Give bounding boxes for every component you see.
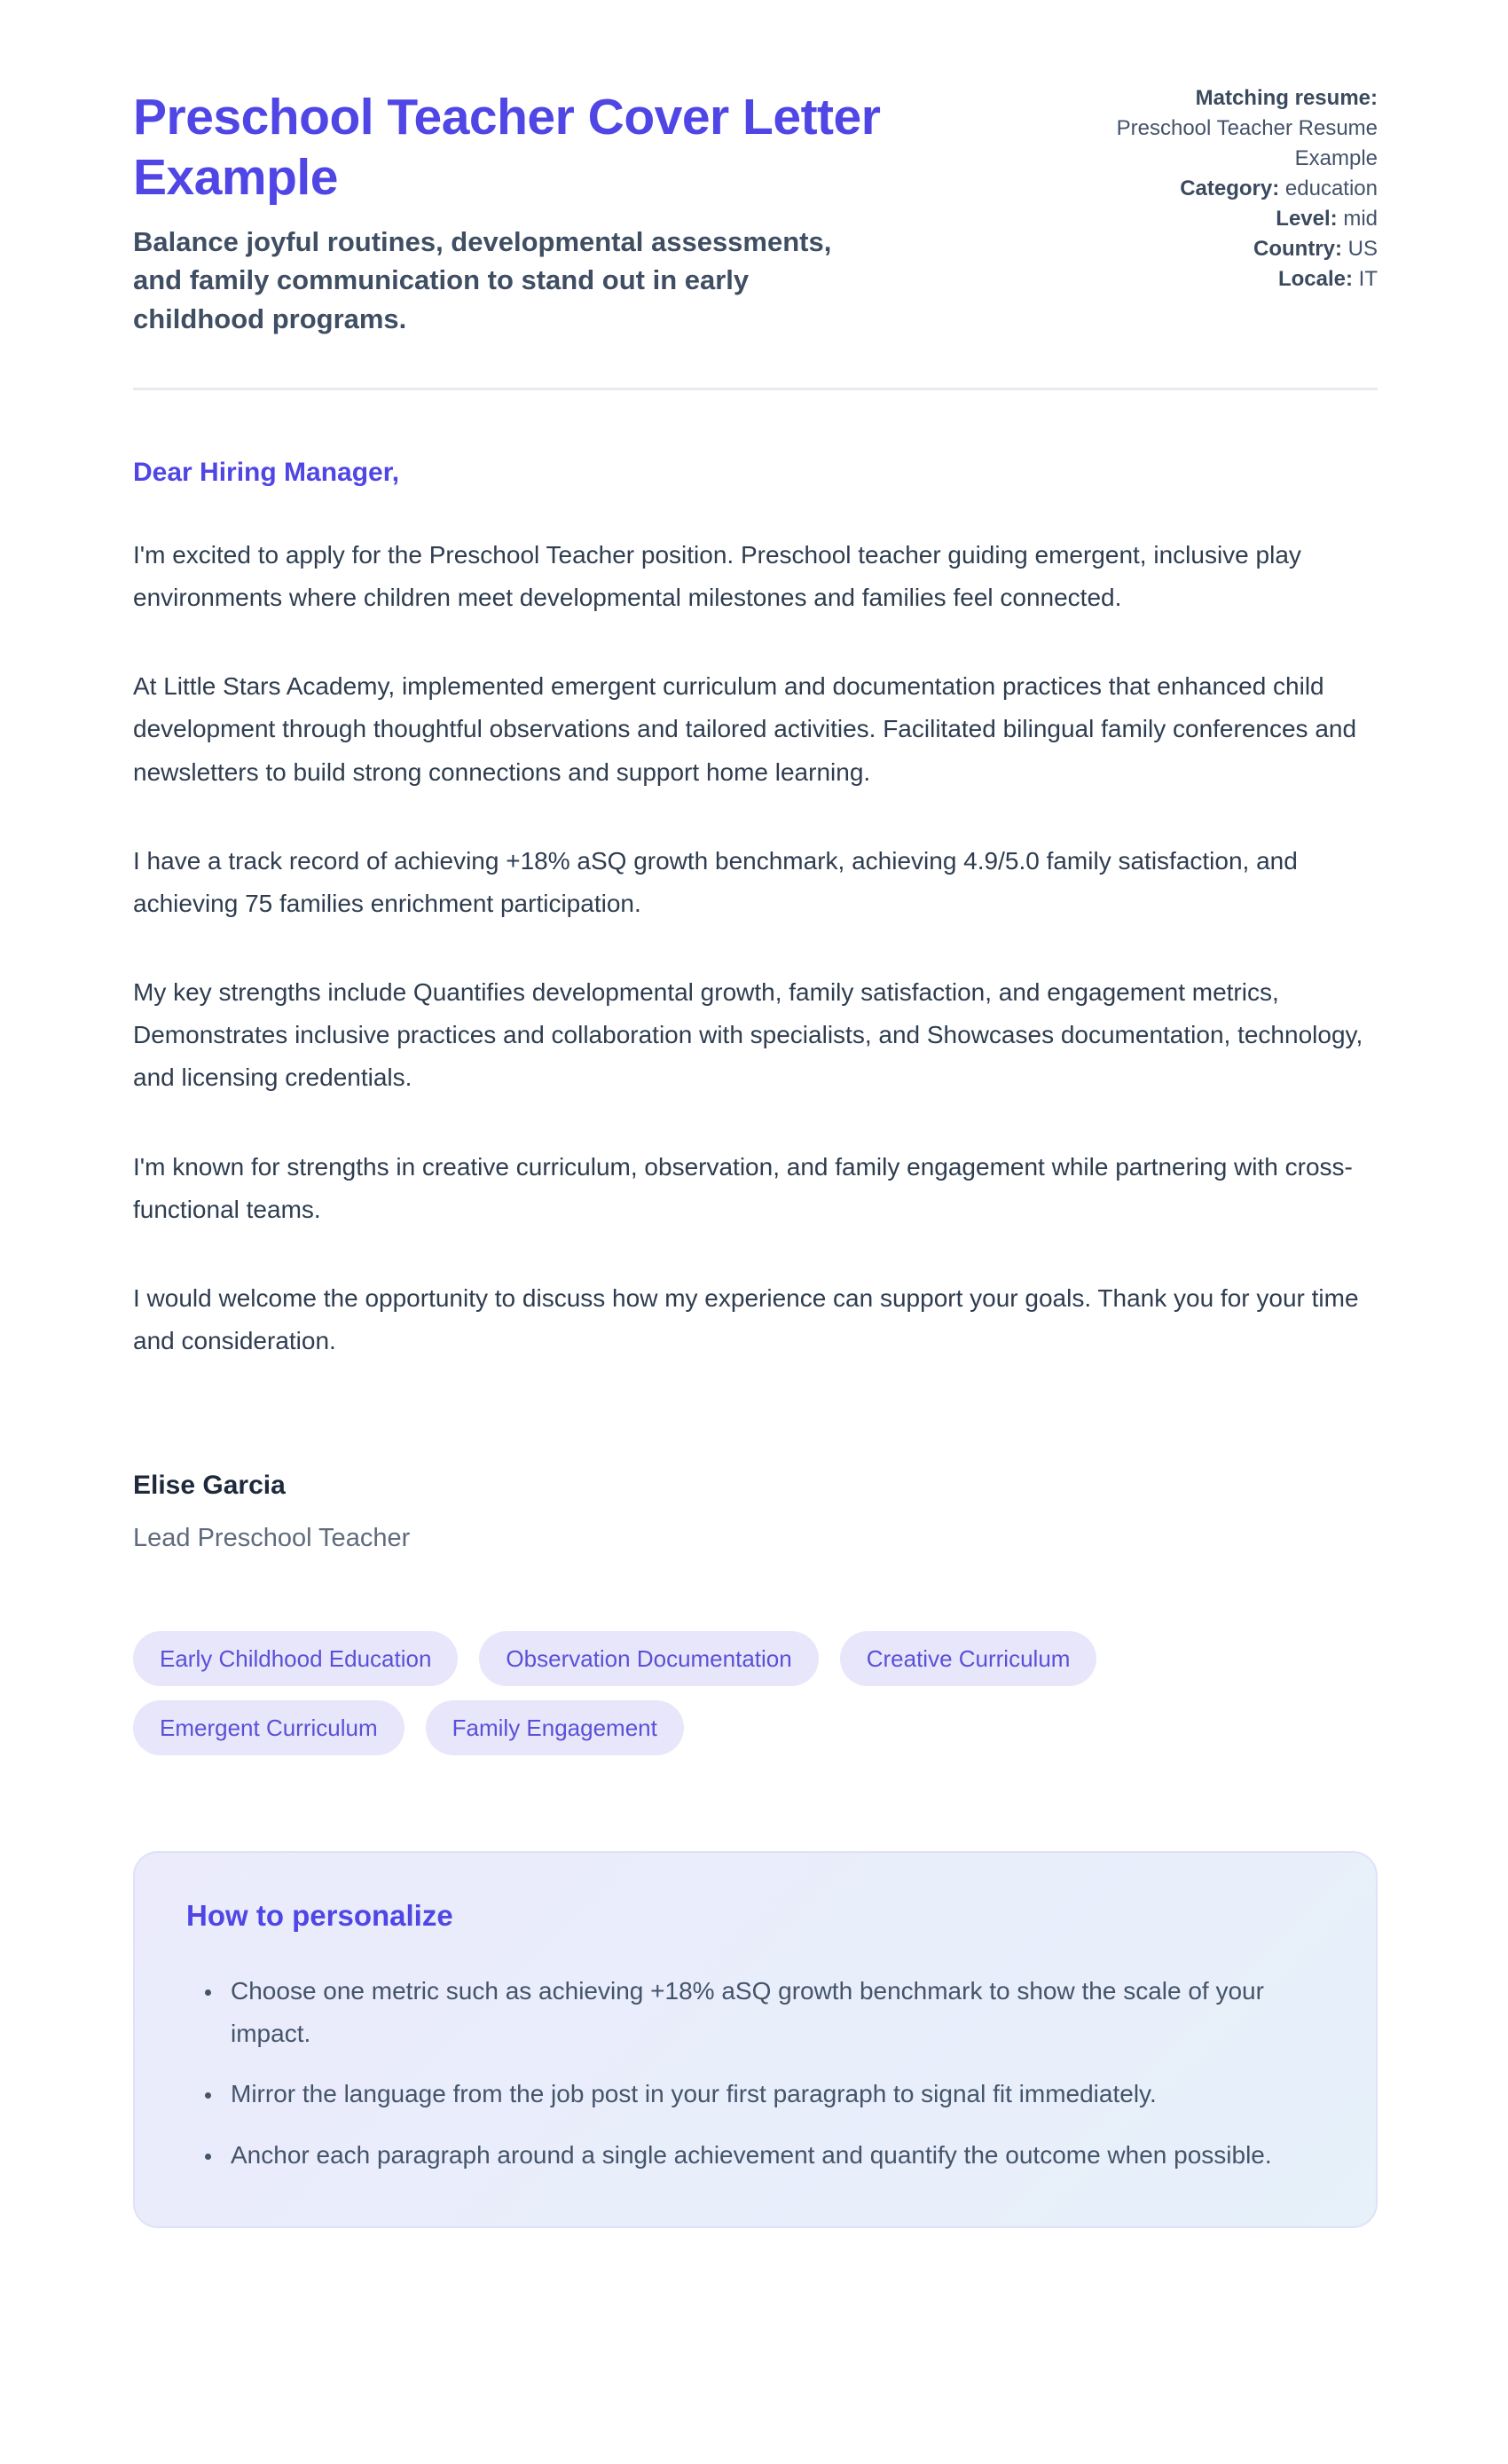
- greeting: Dear Hiring Manager,: [133, 457, 400, 487]
- letter-paragraph: My key strengths include Quantifies developmental growth, family satisfaction, and engagement metrics, Demonstrates inclusive practices and collaboration with specialists, and Showcases documentation, technology, and licensing credentials.: [133, 978, 1363, 1092]
- personalize-item: • Anchor each paragraph around a single achievement and quantify the outcome when possible.: [224, 2134, 1323, 2177]
- personalize-item: • Choose one metric such as achieving +18% aSQ growth benchmark to show the scale of your impact.: [224, 1970, 1323, 2055]
- signature-name: Elise Garcia: [133, 1471, 286, 1501]
- letter-paragraph: I'm known for strengths in creative curriculum, observation, and family engagement while partnering with cross-functional teams.: [133, 1152, 1353, 1223]
- letter-paragraph: At Little Stars Academy, implemented emergent curriculum and documentation practices that enhanced child development through thoughtful observations and tailored activities. Facilitated bilingual family conferences and newsletters to build strong connections and support home learning.: [133, 672, 1357, 786]
- page-title: Preschool Teacher Cover Letter Example: [133, 89, 881, 207]
- tag-list: [133, 1631, 1378, 1755]
- personalize-list: [186, 1970, 1323, 2177]
- letter-paragraph: I'm excited to apply for the Preschool Teacher position. Preschool teacher guiding emergent, inclusive play environments where children meet developmental milestones and families feel connected.: [133, 540, 1301, 612]
- header-title-block: [133, 76, 1029, 338]
- personalize-heading: How to personalize: [186, 1899, 453, 1933]
- tag-chip[interactable]: Early Childhood Education: [133, 1631, 458, 1686]
- meta-matching-resume-label: Matching resume:: [1195, 86, 1378, 110]
- personalize-item: • Mirror the language from the job post in your first paragraph to signal fit immediately.: [224, 2073, 1323, 2115]
- meta-country-label: Country:: [1253, 237, 1342, 262]
- header: [133, 76, 1378, 338]
- meta-level-value: mid: [1343, 207, 1378, 231]
- meta-locale: [1085, 264, 1378, 294]
- personalize-box: [133, 1851, 1378, 2228]
- cover-letter-body: [133, 458, 1378, 1553]
- meta-locale-label: Locale:: [1277, 267, 1353, 292]
- meta-locale-value: IT: [1358, 267, 1378, 292]
- meta-category: [1085, 174, 1378, 204]
- tag-chip[interactable]: Observation Documentation: [479, 1631, 818, 1686]
- meta-level-label: Level:: [1276, 207, 1338, 231]
- header-divider: [133, 388, 1378, 390]
- page-subtitle: Balance joyful routines, developmental assessments, and family communication to stand out in early childhood programs.: [133, 225, 832, 334]
- meta-matching-resume: [1085, 83, 1378, 174]
- meta-country-value: US: [1347, 237, 1378, 262]
- meta-category-value: education: [1284, 177, 1378, 201]
- meta-country: [1085, 234, 1378, 264]
- tag-chip[interactable]: Family Engagement: [426, 1700, 684, 1755]
- meta-matching-resume-value: Preschool Teacher Resume Example: [1116, 116, 1378, 171]
- tag-chip[interactable]: Emergent Curriculum: [133, 1700, 404, 1755]
- resume-meta: [1085, 83, 1378, 295]
- letter-paragraph: I would welcome the opportunity to discuss how my experience can support your goals. Thank you for your time and consideration.: [133, 1283, 1359, 1354]
- meta-category-label: Category:: [1180, 177, 1280, 201]
- meta-level: [1085, 204, 1378, 234]
- signature-title: Lead Preschool Teacher: [133, 1524, 411, 1553]
- tag-chip[interactable]: Creative Curriculum: [840, 1631, 1097, 1686]
- letter-paragraph: I have a track record of achieving +18% aSQ growth benchmark, achieving 4.9/5.0 family satisfaction, and achieving 75 families enrichment participation.: [133, 846, 1298, 917]
